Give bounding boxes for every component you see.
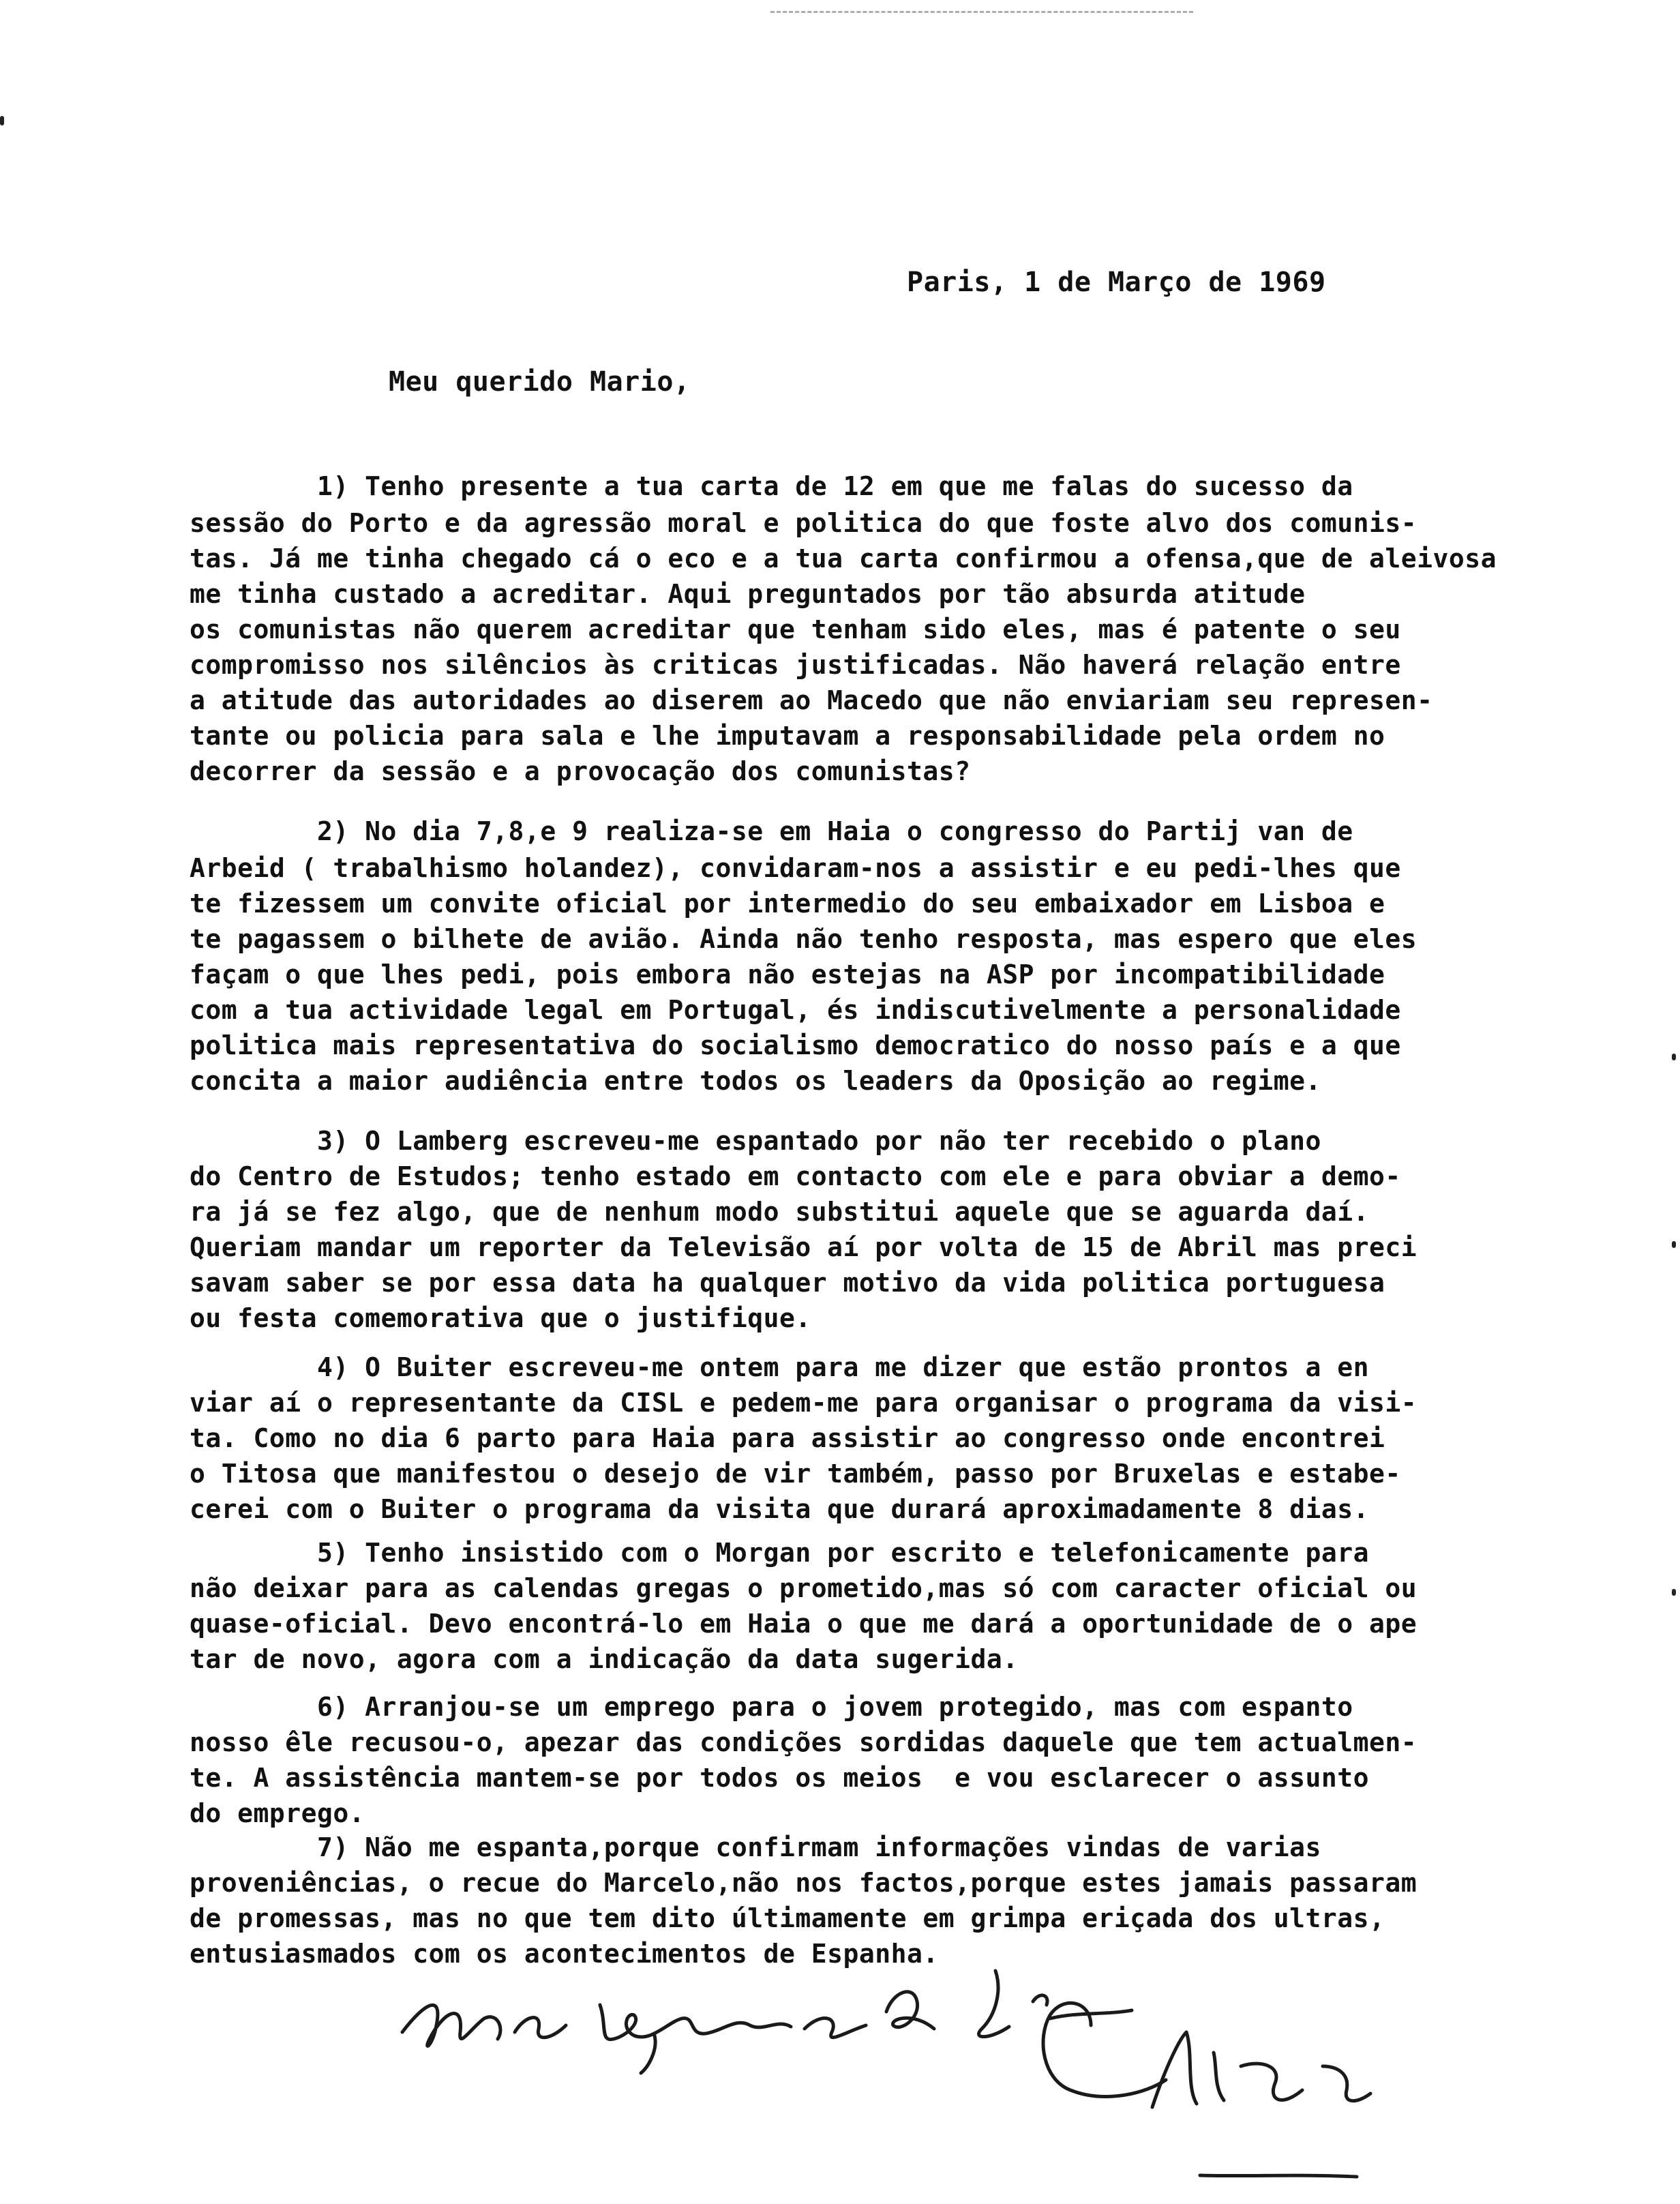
body-line: concita a maior audiência entre todos os leaders da Oposição ao regime. [190,1066,1321,1096]
letter-date: Paris, 1 de Março de 1969 [907,267,1326,298]
body-line: te pagassem o bilhete de avião. Ainda não tenho resposta, mas espero que eles [190,924,1418,954]
body-line: do Centro de Estudos; tenho estado em contacto com ele e para obviar a demo- [190,1161,1401,1191]
body-line: quase-oficial. Devo encontrá-lo em Haia o que me dará a oportunidade de o ape [190,1609,1418,1639]
body-line: de promessas, mas no que tem dito últimamente em grimpa eriçada dos ultras, [190,1903,1385,1933]
body-line: nosso êle recusou-o, apezar das condições sordidas daquele que tem actualmen- [190,1727,1418,1757]
body-line: savam saber se por essa data ha qualquer motivo da vida politica portuguesa [190,1268,1385,1298]
body-line: 1) Tenho presente a tua carta de 12 em que me falas do sucesso da [190,471,1353,501]
body-line: ta. Como no dia 6 parto para Haia para assistir ao congresso onde encontrei [190,1423,1385,1453]
body-line: Queriam mandar um reporter da Televisão aí por volta de 15 de Abril mas preci [190,1232,1418,1262]
scan-edge-mark [1672,1589,1676,1596]
body-line: tante ou policia para sala e lhe imputavam a responsabilidade pela ordem no [190,721,1385,751]
body-line: façam o que lhes pedi, pois embora não estejas na ASP por incompatibilidade [190,959,1385,989]
body-line: do emprego. [190,1798,365,1828]
body-line: 7) Não me espanta,porque confirmam informações vindas de varias [190,1832,1321,1862]
scan-edge-mark [1672,1054,1676,1060]
body-line: 3) O Lamberg escreveu-me espantado por não ter recebido o plano [190,1126,1321,1156]
scan-edge-mark [0,116,4,125]
body-line: 4) O Buiter escreveu-me ontem para me dizer que estão prontos a en [190,1352,1369,1382]
body-line: sessão do Porto e da agressão moral e politica do que foste alvo dos comunis- [190,508,1418,538]
body-line: tar de novo, agora com a indicação da data sugerida. [190,1644,1019,1674]
body-line: cerei com o Buiter o programa da visita que durará aproximadamente 8 dias. [190,1494,1369,1524]
body-line: te fizessem um convite oficial por intermedio do seu embaixador em Lisboa e [190,889,1385,919]
body-line: Arbeid ( trabalhismo holandez), convidaram-nos a assistir e eu pedi-lhes que [190,853,1401,883]
body-line: ra já se fez algo, que de nenhum modo substitui aquele que se aguarda daí. [190,1197,1369,1227]
body-line: 6) Arranjou-se um emprego para o jovem protegido, mas com espanto [190,1692,1353,1722]
body-line: 2) No dia 7,8,e 9 realiza-se em Haia o congresso do Partij van de [190,816,1353,846]
body-line: ou festa comemorativa que o justifique. [190,1303,811,1333]
body-line: me tinha custado a acreditar. Aqui preguntados por tão absurda atitude [190,579,1306,609]
body-line: os comunistas não querem acreditar que tenham sido eles, mas é patente o seu [190,614,1401,644]
body-line: entusiasmados com os acontecimentos de Espanha. [190,1939,939,1969]
body-line: politica mais representativa do socialismo democratico do nosso país e a que [190,1030,1401,1060]
body-line: 5) Tenho insistido com o Morgan por escrito e telefonicamente para [190,1538,1369,1568]
body-line: decorrer da sessão e a provocação dos comunistas? [190,756,971,786]
body-line: compromisso nos silêncios às criticas justificadas. Não haverá relação entre [190,650,1401,680]
body-line: proveniências, o recue do Marcelo,não nos factos,porque estes jamais passaram [190,1868,1418,1898]
scan-edge-mark [1672,1241,1676,1248]
body-line: a atitude das autoridades ao diserem ao Macedo que não enviariam seu represen- [190,685,1433,715]
body-line: tas. Já me tinha chegado cá o eco e a tua carta confirmou a ofensa,que de aleivosa [190,543,1497,574]
handwritten-signature [395,1964,1555,2196]
body-line: com a tua actividade legal em Portugal, és indiscutivelmente a personalidade [190,995,1401,1025]
scan-top-marks [770,11,1193,20]
letter-salutation: Meu querido Mario, [389,366,691,398]
body-line: não deixar para as calendas gregas o prometido,mas só com caracter oficial ou [190,1573,1418,1603]
body-line: te. A assistência mantem-se por todos os meios e vou esclarecer o assunto [190,1763,1369,1793]
body-line: viar aí o representante da CISL e pedem-me para organisar o programa da visi- [190,1388,1418,1418]
body-line: o Titosa que manifestou o desejo de vir também, passo por Bruxelas e estabe- [190,1459,1401,1489]
